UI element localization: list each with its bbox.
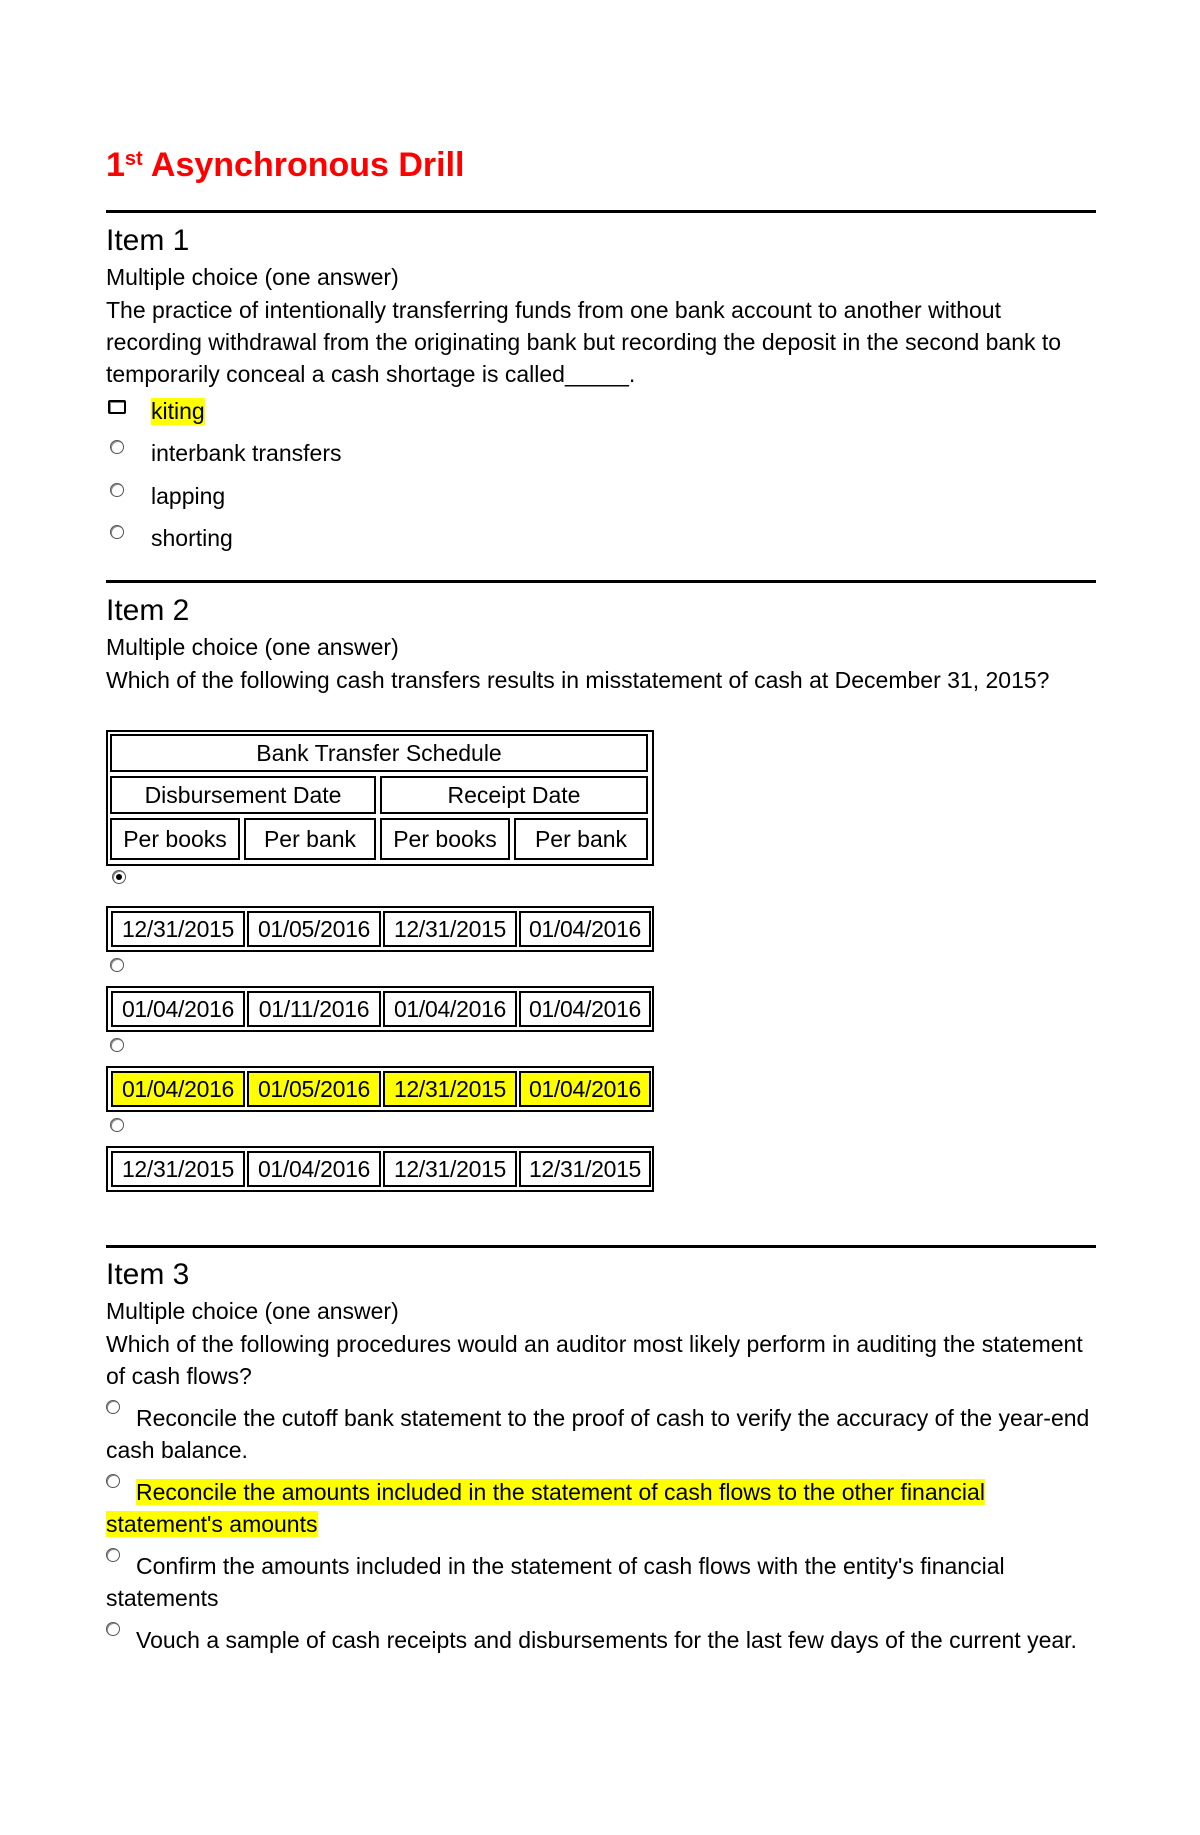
page-title — [106, 146, 465, 185]
item2-type: Multiple choice (one answer) — [106, 634, 399, 660]
option-label: Reconcile the amounts included in the statement of cash flows to the other financial statement's amounts — [106, 1479, 985, 1537]
table-cell: 01/05/2016 — [247, 1071, 381, 1107]
item3-option-b[interactable] — [106, 1474, 1096, 1540]
item2-radio-c[interactable] — [110, 1038, 124, 1052]
table-cell: 01/04/2016 — [383, 991, 517, 1027]
table-cell: 01/04/2016 — [247, 1151, 381, 1187]
item2-option-c-row[interactable] — [106, 1066, 654, 1112]
option-label: Confirm the amounts included in the statement of cash flows with the entity's financial statements — [106, 1553, 1005, 1611]
table-cell: 01/04/2016 — [111, 991, 245, 1027]
table-cell: 01/04/2016 — [519, 911, 651, 947]
title-superscript: st — [124, 148, 143, 170]
item2-radio-b[interactable] — [110, 958, 124, 972]
table-title: Bank Transfer Schedule — [110, 734, 648, 772]
table-cell: 12/31/2015 — [519, 1151, 651, 1187]
subheader-per-books: Per books — [380, 818, 510, 860]
item2-question: Which of the following cash transfers results in misstatement of cash at December 31, 2015? — [106, 667, 1050, 693]
item2-option-a-row[interactable] — [106, 906, 654, 952]
radio-button[interactable] — [110, 483, 124, 497]
option-label: interbank transfers — [151, 440, 342, 466]
table-cell: 01/04/2016 — [519, 991, 651, 1027]
item1-type: Multiple choice (one answer) — [106, 264, 399, 290]
radio-button[interactable] — [110, 440, 124, 454]
table-cell: 01/11/2016 — [247, 991, 381, 1027]
radio-button[interactable] — [106, 1622, 120, 1636]
item3-option-d[interactable] — [106, 1622, 1096, 1656]
item2-option-b-row[interactable] — [106, 986, 654, 1032]
item2-radio-d[interactable] — [110, 1118, 124, 1132]
transfer-schedule-table — [106, 730, 654, 866]
item1-question: The practice of intentionally transferring funds from one bank account to another without recording withdrawal from the originating bank but recording the deposit in the second bank to temporarily conceal a cash shortage is called_____. — [106, 297, 1062, 387]
item2-option-d-row[interactable] — [106, 1146, 654, 1192]
item3-option-a[interactable] — [106, 1400, 1096, 1466]
item3-option-c[interactable] — [106, 1548, 1096, 1614]
subheader-per-bank: Per bank — [514, 818, 648, 860]
option-label: kiting — [151, 398, 205, 424]
table-cell: 12/31/2015 — [383, 911, 517, 947]
table-cell: 01/04/2016 — [111, 1071, 245, 1107]
table-cell: 12/31/2015 — [383, 1071, 517, 1107]
radio-button[interactable] — [106, 1400, 120, 1414]
option-label: lapping — [151, 483, 226, 509]
table-cell: 12/31/2015 — [111, 911, 245, 947]
option-label: Reconcile the cutoff bank statement to the proof of cash to verify the accuracy of the year-end cash balance. — [106, 1405, 1090, 1463]
item3-question: Which of the following procedures would an auditor most likely perform in auditing the statement of cash flows? — [106, 1331, 1083, 1389]
divider — [106, 210, 1096, 213]
item3-heading: Item 3 — [106, 1258, 190, 1291]
header-disbursement-date: Disbursement Date — [110, 776, 376, 814]
title-prefix: 1 — [106, 146, 125, 184]
option-label: Vouch a sample of cash receipts and disbursements for the last few days of the current year. — [136, 1627, 1077, 1653]
title-text: Asynchronous Drill — [142, 146, 465, 184]
radio-button[interactable] — [106, 1474, 120, 1488]
radio-button[interactable] — [106, 1548, 120, 1562]
divider — [106, 1245, 1096, 1248]
item2-heading: Item 2 — [106, 594, 190, 627]
subheader-per-books: Per books — [110, 818, 240, 860]
radio-button[interactable] — [108, 400, 126, 414]
table-cell: 01/05/2016 — [247, 911, 381, 947]
item2-radio-a[interactable] — [112, 870, 126, 884]
subheader-per-bank: Per bank — [244, 818, 376, 860]
item3-type: Multiple choice (one answer) — [106, 1298, 399, 1324]
radio-button[interactable] — [110, 525, 124, 539]
option-label: shorting — [151, 525, 233, 551]
table-cell: 01/04/2016 — [519, 1071, 651, 1107]
header-receipt-date: Receipt Date — [380, 776, 648, 814]
item1-heading: Item 1 — [106, 224, 190, 257]
divider — [106, 580, 1096, 583]
table-cell: 12/31/2015 — [383, 1151, 517, 1187]
table-cell: 12/31/2015 — [111, 1151, 245, 1187]
